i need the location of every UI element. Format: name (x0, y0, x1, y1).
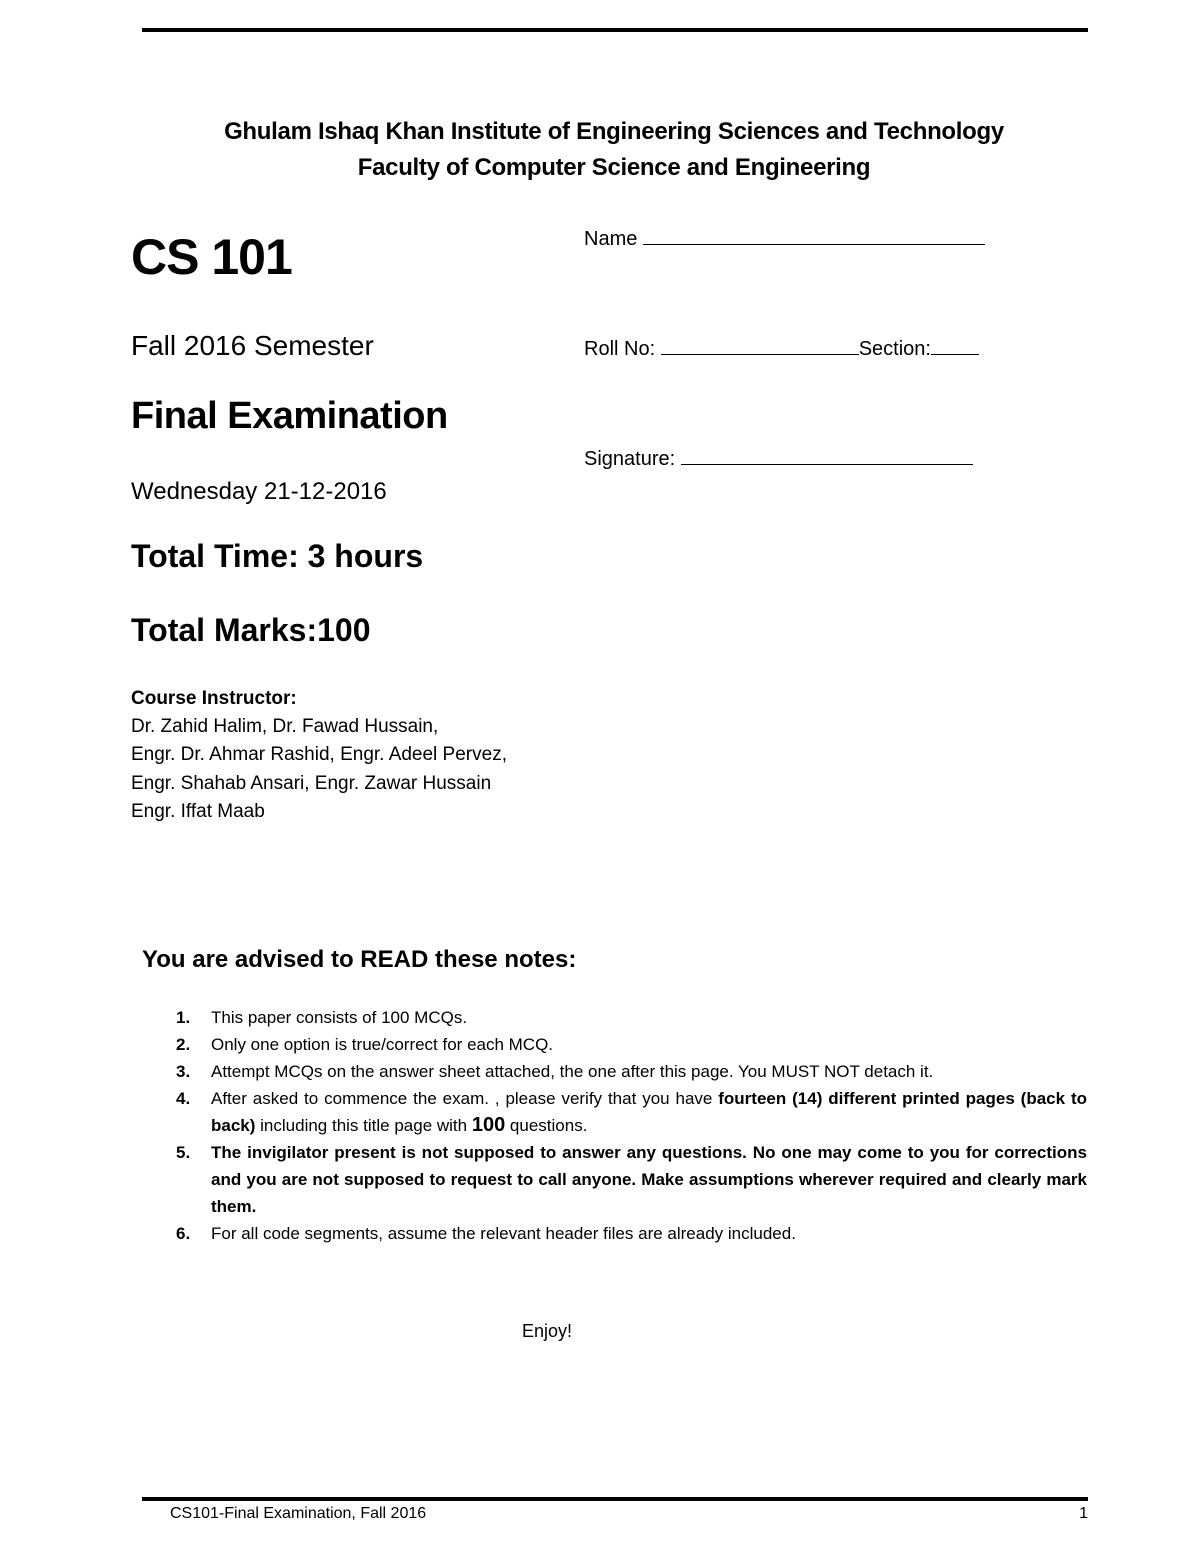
name-field (584, 226, 985, 251)
note-item (142, 1031, 1087, 1058)
exam-title: Final Examination (131, 395, 448, 437)
note-item (142, 1085, 1087, 1139)
note-text: questions. (505, 1116, 588, 1135)
notes-heading: You are advised to READ these notes: (142, 946, 577, 973)
instructor-line: Dr. Zahid Halim, Dr. Fawad Hussain, (131, 716, 439, 737)
note-number: 1. (176, 1008, 191, 1027)
section-blank[interactable] (931, 336, 979, 355)
total-marks: Total Marks:100 (131, 612, 371, 648)
note-text: The invigilator present is not supposed to answer any questions. No one may come to you for corrections and you are not supposed to request to call anyone. Make assumptions wherever required and clearly mark them. (211, 1143, 1087, 1216)
page-number: 1 (1079, 1505, 1088, 1522)
note-item (142, 1058, 1087, 1085)
note-number: 2. (176, 1035, 191, 1054)
page-footer (170, 1505, 1088, 1523)
note-text: For all code segments, assume the relevant header files are already included. (211, 1224, 796, 1243)
closing-text: Enjoy! (522, 1321, 573, 1341)
note-item (142, 1139, 1087, 1220)
roll-label: Roll No: (584, 338, 656, 360)
exam-date: Wednesday 21-12-2016 (131, 478, 387, 505)
name-label: Name (584, 228, 638, 250)
roll-field (584, 336, 979, 361)
name-blank[interactable] (643, 226, 985, 245)
total-time: Total Time: 3 hours (131, 538, 424, 574)
note-number: 4. (176, 1089, 191, 1108)
footer-rule (142, 1497, 1088, 1501)
signature-field (584, 446, 973, 471)
note-text: including this title page with (255, 1116, 472, 1135)
instructor-line: Engr. Dr. Ahmar Rashid, Engr. Adeel Pervez, (131, 744, 507, 765)
faculty-name: Faculty of Computer Science and Engineering (357, 154, 871, 181)
course-code: CS 101 (131, 229, 292, 285)
note-text: Attempt MCQs on the answer sheet attached, the one after this page. You MUST NOT detach it. (211, 1062, 934, 1081)
signature-label: Signature: (584, 448, 676, 470)
roll-blank[interactable] (661, 336, 859, 355)
note-text: Only one option is true/correct for each MCQ. (211, 1035, 554, 1054)
institute-name: Ghulam Ishaq Khan Institute of Engineering Sciences and Technology (224, 118, 1004, 145)
note-item (142, 1220, 1087, 1247)
note-item (142, 1004, 1087, 1031)
note-text: This paper consists of 100 MCQs. (211, 1008, 468, 1027)
note-number: 6. (176, 1224, 191, 1243)
notes-list (142, 1004, 1087, 1247)
note-emphasis: fourteen (14) different printed pages (back to back) (211, 1089, 1088, 1135)
top-rule (142, 28, 1088, 32)
instructor-heading: Course Instructor: (131, 688, 297, 709)
note-number: 5. (176, 1143, 191, 1162)
instructor-line: Engr. Shahab Ansari, Engr. Zawar Hussain (131, 773, 492, 794)
signature-blank[interactable] (681, 446, 973, 465)
section-label: Section: (858, 338, 931, 360)
note-text: After asked to commence the exam. , please verify that you have (211, 1089, 719, 1108)
instructor-line: Engr. Iffat Maab (131, 801, 265, 822)
note-number: 3. (176, 1062, 191, 1081)
semester: Fall 2016 Semester (131, 330, 374, 361)
note-emphasis: 100 (471, 1114, 506, 1136)
footer-title: CS101-Final Examination, Fall 2016 (170, 1505, 427, 1522)
